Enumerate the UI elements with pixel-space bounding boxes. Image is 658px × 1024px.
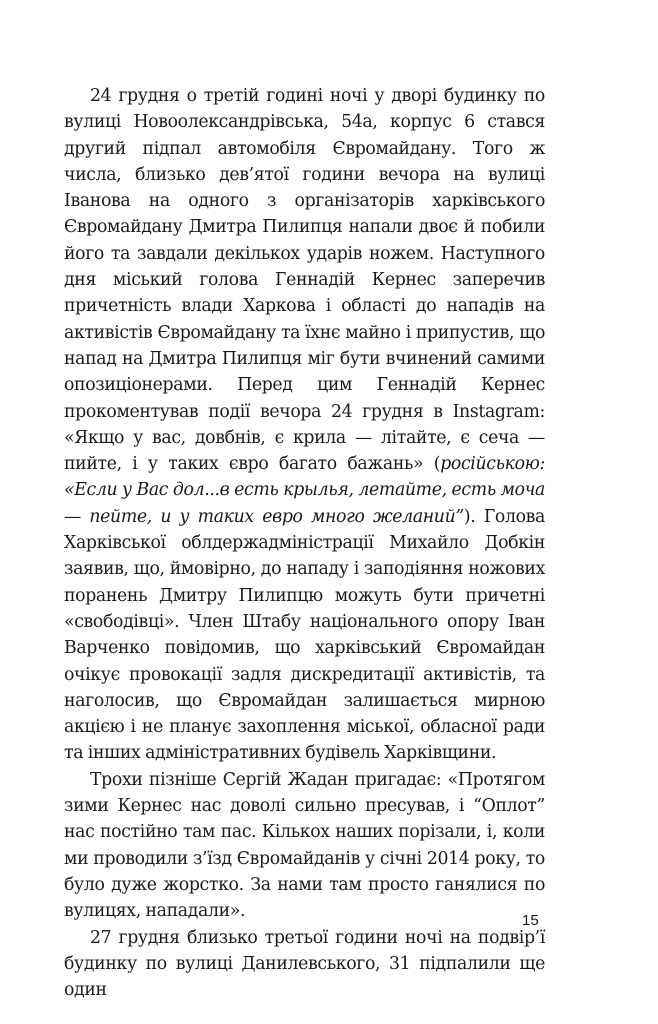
body-text xyxy=(64,83,545,1003)
paragraph-1-italic-quote: російською: «Если у Вас дол...в есть крылья, летайте, есть моча — пейте, и у таких евро много желаний” xyxy=(64,454,545,527)
paragraph-1-text-b: ). Голова Харківської облдержадміністрації Михайло Добкін заявив, що, ймовірно, до нападу і заподіяння ножових поранень Дмитру Пилипцю можуть бути причетні «свободівці». Член Штабу національного опору Іван Варченко повідомив, що харківський Євромайдан очікує провокації задля дискредитації активістів, та наголосив, що Євромайдан залишається мирною акцією і не планує захоплення міської, обласної ради та інших адміністративних будівель Харківщини. xyxy=(64,506,546,764)
paragraph-3-text: 27 грудня близько третьої години ночі на подвір’ї будинку по вулиці Данилевського, 31 підпалили ще один xyxy=(64,927,545,1001)
paragraph-3 xyxy=(64,925,545,1004)
paragraph-2 xyxy=(64,767,545,925)
paragraph-1-text-a: 24 грудня о третій годині ночі у дворі будинку по вулиці Новоолександрівська, 54а, корпус 6 стався другий підпал автомобіля Євромайдану. Того ж числа, близько дев’ятої години вечора на вулиці Іванова на одного з організаторів харківського Євромайдану Дмитра Пилипця напали двоє й побили його та завдали декількох ударів ножем. Наступного дня міський голова Геннадій Кернес заперечив причетність влади Харкова і області до нападів на активістів Євромайдану та їхнє майно і припустив, що напад на Дмитра Пилипця міг бути вчинений самими опозиціонерами. Перед цим Геннадій Кернес прокоментував події вечора 24 грудня в Instagram: «Якщо у вас, довбнів, є крила — літайте, є сеча — пийте, і у таких євро багато бажань» ( xyxy=(64,86,545,475)
page-number: 15 xyxy=(522,912,539,929)
paragraph-2-text: Трохи пізніше Сергій Жадан пригадає: «Протягом зими Кернес нас доволі сильно пресував, і “Оплот” нас постійно там пас. Кількох наших порізали, і, коли ми проводили з’їзд Євромайданів у січні 2014 року, то було дуже жорстко. За нами там просто ганялися по вулицях, нападали». xyxy=(64,769,545,922)
paragraph-1 xyxy=(64,83,545,767)
